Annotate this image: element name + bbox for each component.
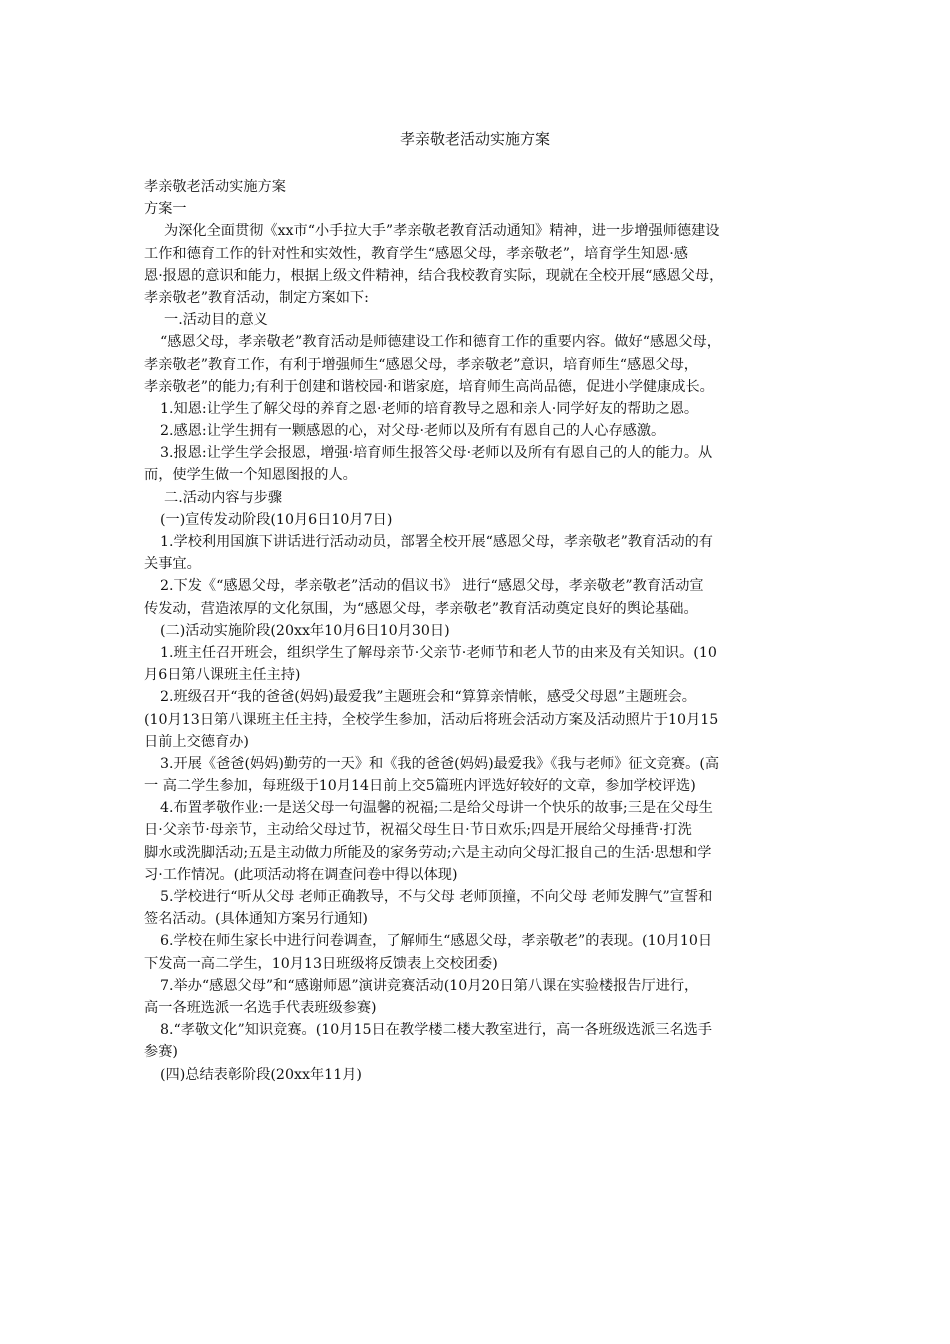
document-title: 孝亲敬老活动实施方案: [399, 130, 550, 148]
paragraph-line: “感恩父母，孝亲敬老”教育活动是师德建设工作和德育工作的重要内容。做好“感恩父母，: [160, 334, 721, 351]
section-heading: 一.活动目的意义: [164, 312, 268, 329]
list-item: 1.班主任召开班会，组织学生了解母亲节·父亲节·老师节和老人节的由来及有关知识。(10: [160, 644, 717, 661]
paragraph-line: 孝亲敬老”教育活动，制定方案如下:: [144, 289, 369, 306]
list-item: 8.“孝敬文化”知识竞赛。(10月15日在教学楼二楼大教室进行，高一各班级选派三名选手: [160, 1022, 713, 1039]
list-item: 1.学校利用国旗下讲话进行活动动员，部署全校开展“感恩父母，孝亲敬老”教育活动的有: [160, 534, 713, 550]
subsection-heading: (二)活动实施阶段(20xx年10月6日10月30日): [160, 622, 450, 639]
list-item: 3.报恩:让学生学会报恩，增强·培育师生报答父母·老师以及所有有恩自己的人的能力。从: [160, 445, 713, 462]
list-item: 6.学校在师生家长中进行问卷调查，了解师生“感恩父母，孝亲敬老”的表现。(10月10日: [160, 933, 713, 950]
list-item-continuation: 而，使学生做一个知恩图报的人。: [144, 467, 357, 484]
list-item-continuation: 下发高一高二学生，10月13日班级将反馈表上交校团委): [144, 955, 498, 972]
list-item: 5.学校进行“听从父母 老师正确教导，不与父母 老师顶撞，不向父母 老师发脾气”宣誓和: [160, 889, 713, 905]
list-item-continuation: 签名活动。(具体通知方案另行通知): [144, 911, 368, 928]
list-item-continuation: 传发动，营造浓厚的文化氛围，为“感恩父母，孝亲敬老”教育活动奠定良好的舆论基础。: [144, 600, 698, 617]
list-item: 2.下发《“感恩父母，孝亲敬老”活动的倡议书》 进行“感恩父母，孝亲敬老”教育活动宣: [160, 578, 704, 595]
paragraph-line: 恩·报恩的意识和能力，根据上级文件精神，结合我校教育实际，现就在全校开展“感恩父母，: [144, 267, 724, 284]
subsection-heading: (一)宣传发动阶段(10月6日10月7日): [160, 511, 393, 528]
list-item-continuation: 日前上交德育办): [144, 733, 249, 750]
list-item-continuation: 关事宜。: [144, 556, 201, 573]
document-body: [144, 176, 808, 1086]
paragraph-line: 为深化全面贯彻《xx市“小手拉大手”孝亲敬老教育活动通知》精神，进一步增强师德建设: [164, 223, 720, 240]
section-label: 方案一: [144, 201, 187, 218]
doc-heading: 孝亲敬老活动实施方案: [144, 179, 286, 195]
list-item-continuation: 日·父亲节·母亲节，主动给父母过节，祝福父母生日·节日欢乐;四是开展给父母捶背·打洗: [144, 822, 692, 839]
list-item: 3.开展《爸爸(妈妈)勤劳的一天》和《我的爸爸(妈妈)最爱我》《我与老师》征文竞赛。(高: [160, 755, 720, 772]
list-item: 2.感恩:让学生拥有一颗感恩的心，对父母·老师以及所有有恩自己的人心存感激。: [160, 423, 666, 440]
list-item-continuation: (10月13日第八课班主任主持，全校学生参加，活动后将班会活动方案及活动照片于10月15: [144, 711, 719, 728]
list-item-continuation: 高一各班选派一名选手代表班级参赛): [144, 999, 377, 1016]
list-item: 4.布置孝敬作业:一是送父母一句温馨的祝福;二是给父母讲一个快乐的故事;三是在父母生: [160, 800, 713, 817]
paragraph-line: 孝亲敬老”教育工作，有利于增强师生“感恩父母，孝亲敬老”意识，培育师生“感恩父母，: [144, 356, 698, 373]
list-item: 7.举办“感恩父母”和“感谢师恩”演讲竞赛活动(10月20日第八课在实验楼报告厅进行，: [160, 977, 699, 994]
subsection-heading: (四)总结表彰阶段(20xx年11月): [160, 1066, 362, 1083]
list-item-continuation: 一 高二学生参加，每班级于10月14日前上交5篇班内评选好较好的文章，参加学校评选): [144, 778, 696, 795]
list-item: 2.班级召开“我的爸爸(妈妈)最爱我”主题班会和“算算亲情帐，感受父母恩”主题班会。: [160, 689, 696, 706]
list-item: 1.知恩:让学生了解父母的养育之恩·老师的培育教导之恩和亲人·同学好友的帮助之恩。: [160, 400, 699, 417]
paragraph-line: 工作和德育工作的针对性和实效性，教育学生“感恩父母，孝亲敬老”，培育学生知恩·感: [144, 245, 688, 262]
list-item-continuation: 月6日第八课班主任主持): [144, 667, 301, 684]
section-heading: 二.活动内容与步骤: [164, 489, 283, 506]
list-item-continuation: 习·工作情况。(此项活动将在调查问卷中得以体现): [144, 866, 458, 883]
paragraph-line: 孝亲敬老”的能力;有利于创建和谐校园·和谐家庭，培育师生高尚品德，促进小学健康成长。: [144, 378, 714, 395]
list-item-continuation: 参赛): [144, 1044, 178, 1061]
list-item-continuation: 脚水或洗脚活动;五是主动做力所能及的家务劳动;六是主动向父母汇报自己的生活·思想和学: [144, 844, 712, 861]
